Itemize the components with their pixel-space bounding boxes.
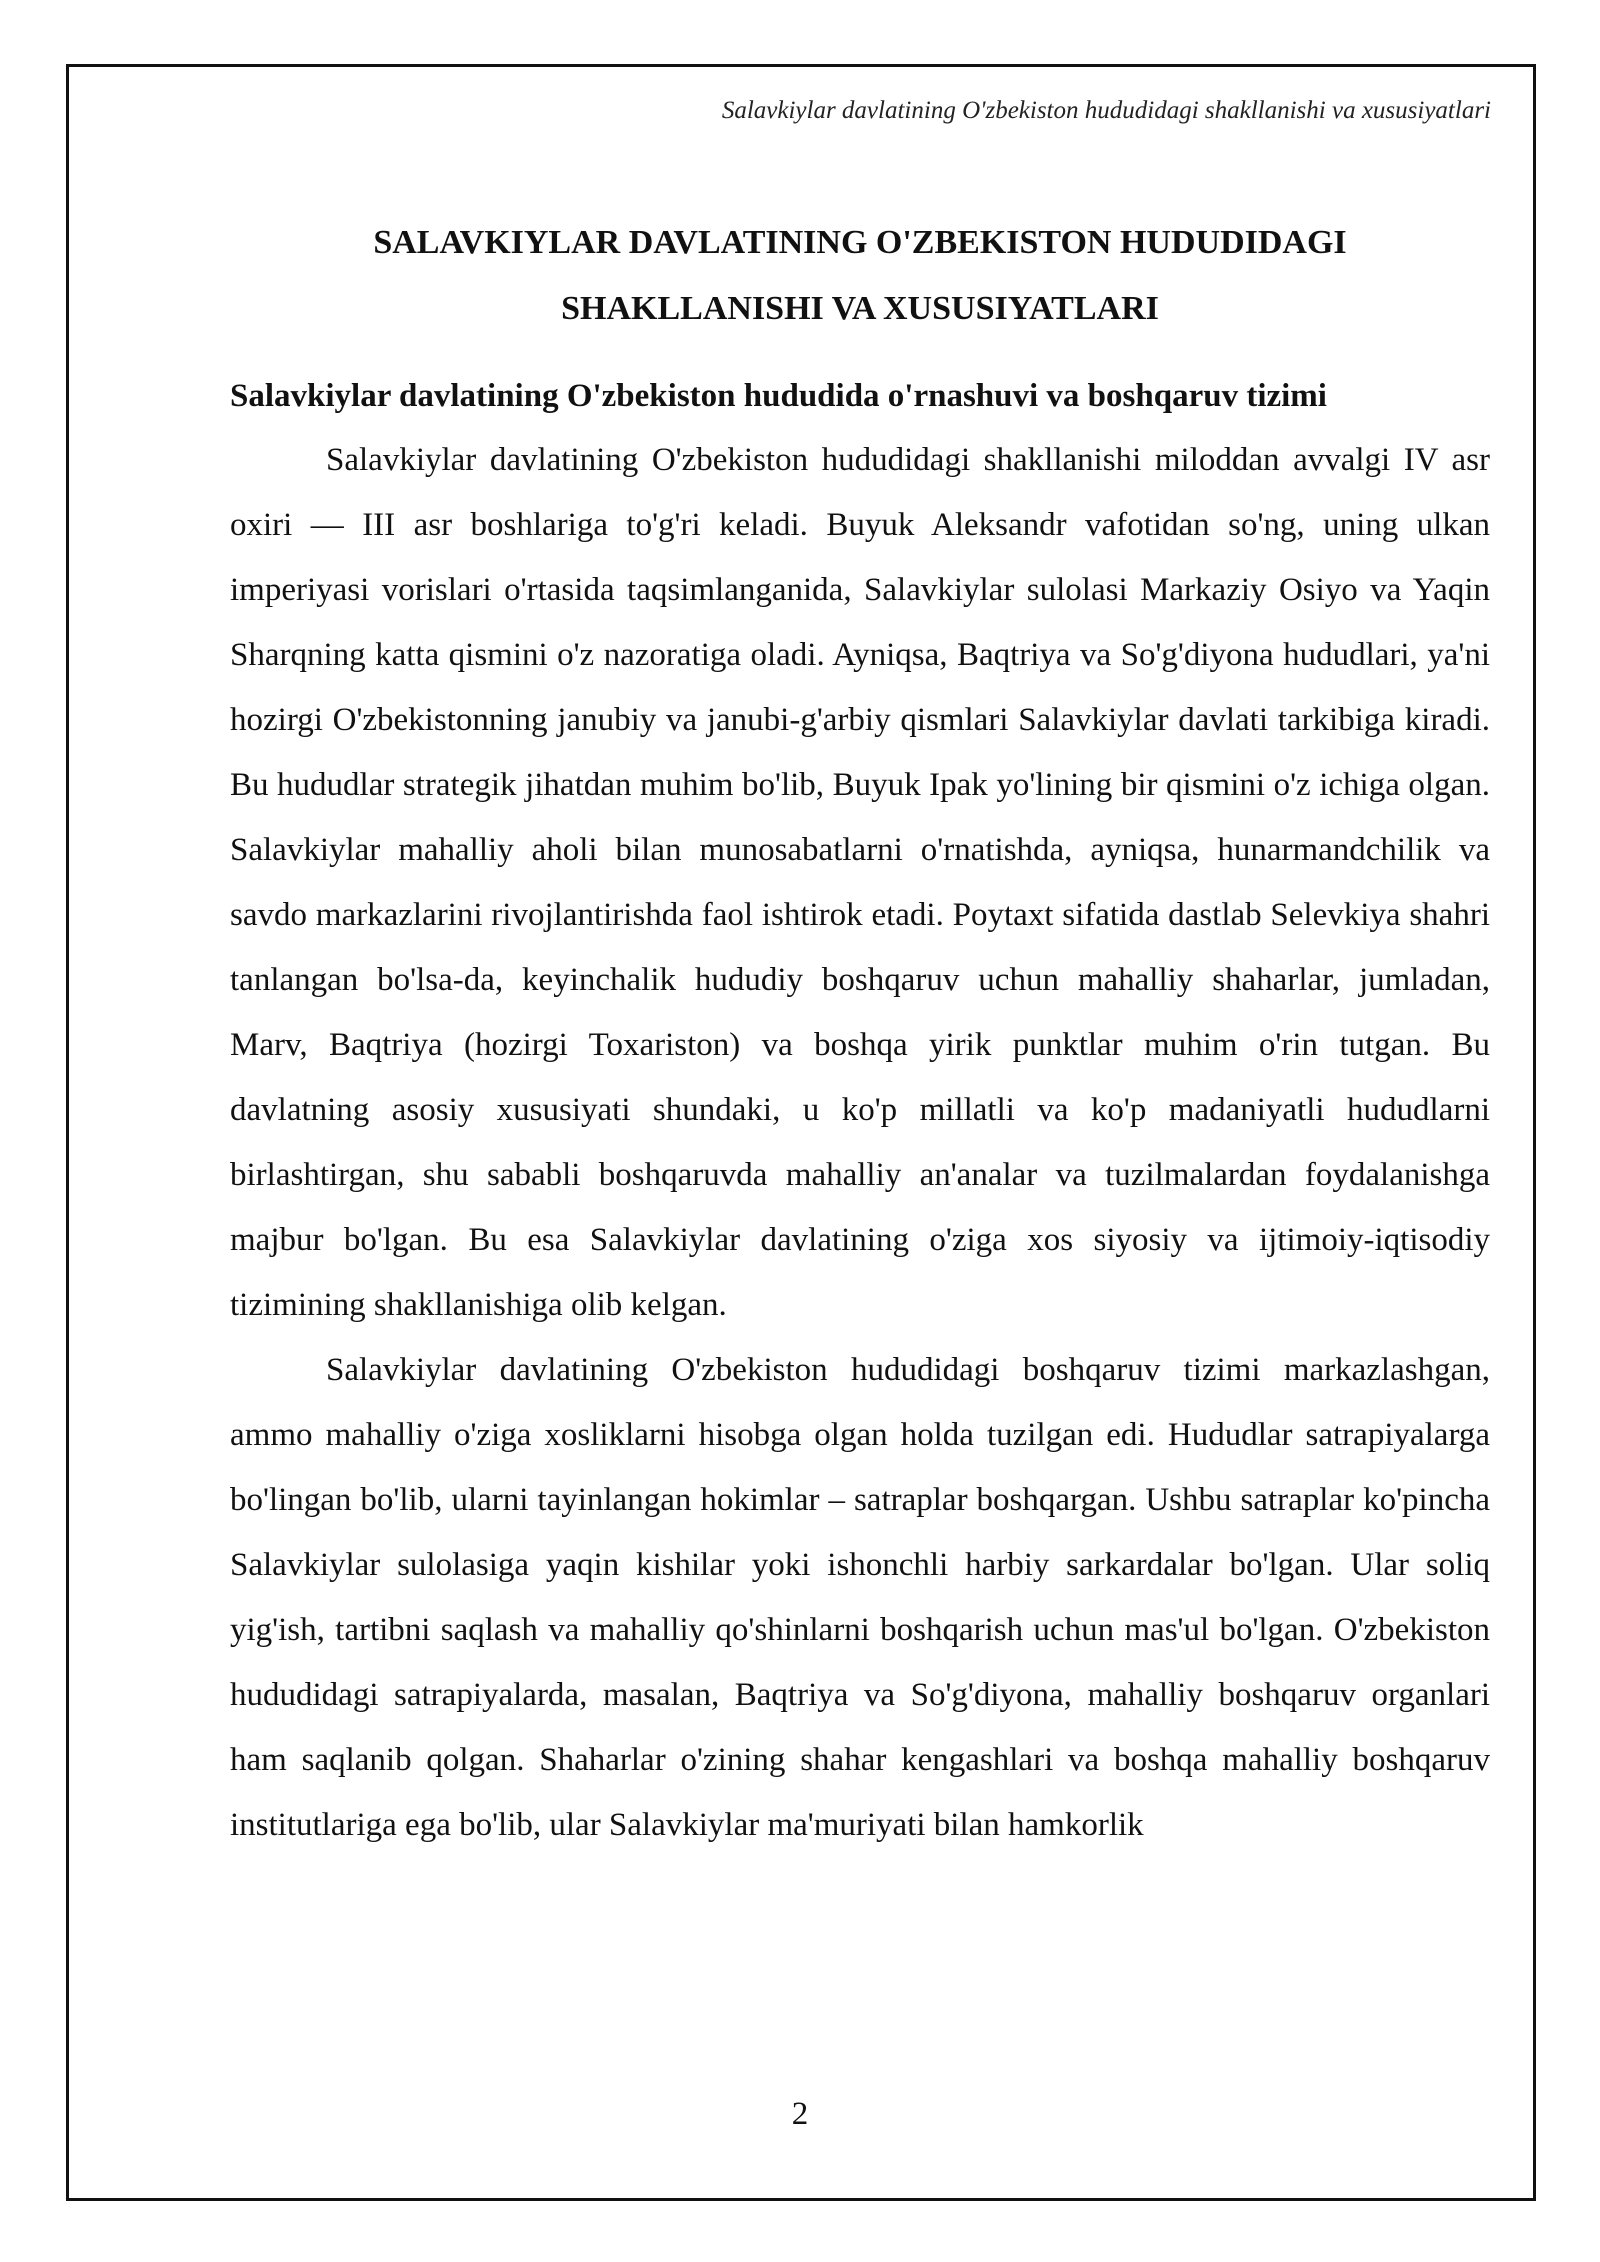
title-line-1: SALAVKIYLAR DAVLATINING O'ZBEKISTON HUDUDIDAGI <box>373 224 1347 261</box>
page-number: 2 <box>791 2096 809 2132</box>
running-header: Salavkiylar davlatining O'zbekiston hududidagi shakllanishi va xususiyatlari <box>721 97 1491 124</box>
section-heading: Salavkiylar davlatining O'zbekiston hududida o'rnashuvi va boshqaruv tizimi <box>230 378 1327 414</box>
document-body <box>230 210 1490 1858</box>
paragraph-2: Salavkiylar davlatining O'zbekiston hududidagi boshqaruv tizimi markazlashgan, ammo mahalliy o'ziga xosliklarni hisobga olgan holda tuzilgan edi. Hududlar satrapiyalarga bo'lingan bo'lib, ularni tayinlangan hokimlar – satraplar boshqargan. Ushbu satraplar ko'pincha Salavkiylar sulolasiga yaqin kishilar yoki ishonchli harbiy sarkardalar bo'lgan. Ular soliq yig'ish, tartibni saqlash va mahalliy qo'shinlarni boshqarish uchun mas'ul bo'lgan. O'zbekiston hududidagi satrapiyalarda, masalan, Baqtriya va So'g'diyona, mahalliy boshqaruv organlari ham saqlanib qolgan. Shaharlar o'zining shahar kengashlari va boshqa mahalliy boshqaruv institutlariga ega bo'lib, ular Salavkiylar ma'muriyati bilan hamkorlik <box>230 1352 1490 1843</box>
title-line-2: SHAKLLANISHI VA XUSUSIYATLARI <box>561 290 1159 327</box>
document-title <box>230 210 1490 342</box>
paragraph-1: Salavkiylar davlatining O'zbekiston hududidagi shakllanishi miloddan avvalgi IV asr oxiri — III asr boshlariga to'g'ri keladi. Buyuk Aleksandr vafotidan so'ng, uning ulkan imperiyasi vorislari o'rtasida taqsimlanganida, Salavkiylar sulolasi Markaziy Osiyo va Yaqin Sharqning katta qismini o'z nazoratiga oladi. Ayniqsa, Baqtriya va So'g'diyona hududlari, ya'ni hozirgi O'zbekistonning janubiy va janubi-g'arbiy qismlari Salavkiylar davlati tarkibiga kiradi. Bu hududlar strategik jihatdan muhim bo'lib, Buyuk Ipak yo'lining bir qismini o'z ichiga olgan. Salavkiylar mahalliy aholi bilan munosabatlarni o'rnatishda, ayniqsa, hunarmandchilik va savdo markazlarini rivojlantirishda faol ishtirok etadi. Poytaxt sifatida dastlab Selevkiya shahri tanlangan bo'lsa-da, keyinchalik hududiy boshqaruv uchun mahalliy shaharlar, jumladan, Marv, Baqtriya (hozirgi Toxariston) va boshqa yirik punktlar muhim o'rin tutgan. Bu davlatning asosiy xususiyati shundaki, u ko'p millatli va ko'p madaniyatli hududlarni birlashtirgan, shu sababli boshqaruvda mahalliy an'analar va tuzilmalardan foydalanishga majbur bo'lgan. Bu esa Salavkiylar davlatining o'ziga xos siyosiy va ijtimoiy-iqtisodiy tizimining shakllanishiga olib kelgan. <box>230 442 1490 1323</box>
